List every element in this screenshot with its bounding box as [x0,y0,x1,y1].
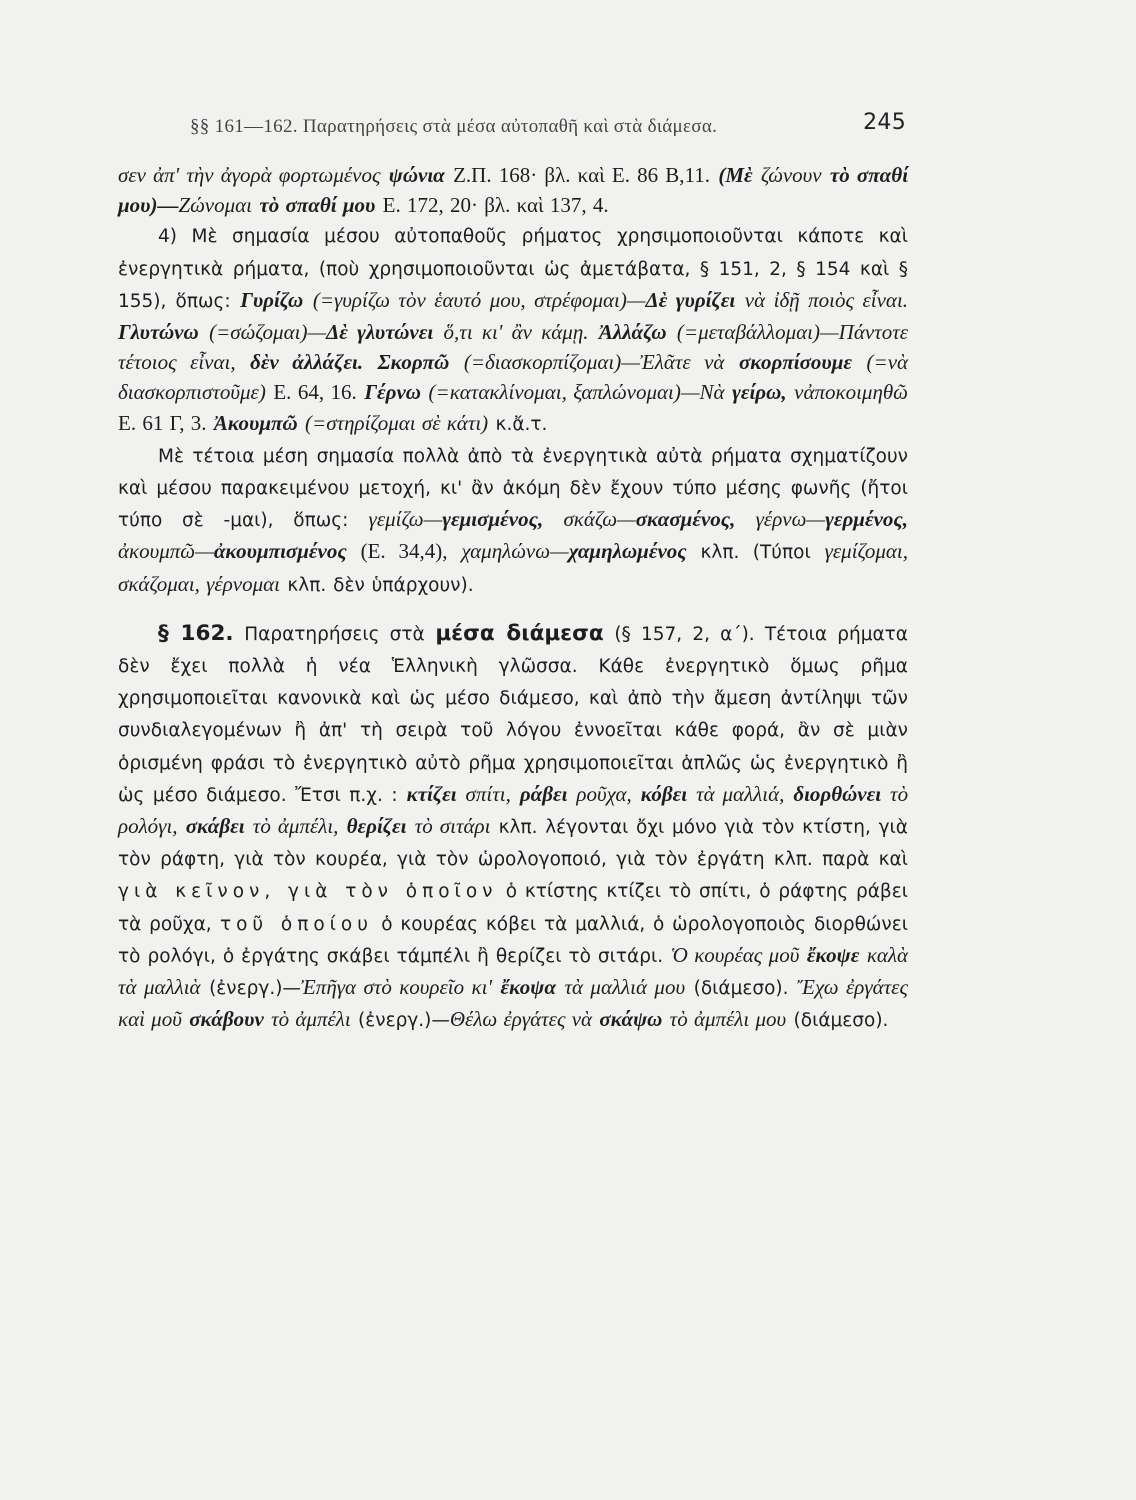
text-span: τὸ σπαθί μου [259,193,376,218]
text-span: τὸ ρολόγι, [118,781,909,839]
text-span: σκορπίσουμε [738,350,853,375]
text-span: σκάβουν [189,1007,264,1032]
text-span: τὸ σπαθί μου)— [118,163,909,218]
text-span: Παρατηρήσεις στὰ [244,623,425,645]
text-span: ζώνουν [760,163,822,187]
paragraph-participles [118,440,908,601]
section-heading-term: μέσα διάμεσα [435,620,604,646]
text-span: ὁ κτίστης κτίζει τὸ σπίτι, ὁ ράφτης ράβει τὰ ροῦχα, [118,881,908,935]
text-span: γεμίζω— [368,507,443,532]
text-span: Σκορπῶ [377,350,450,375]
text-span: (=γυρίζω τὸν ἑαυτό μου, στρέφομαι)— [312,287,646,312]
text-span: Δὲ γυρίζει [645,287,736,312]
text-span: κόβει [640,781,688,806]
text-span: Ἀλλάζω [598,320,667,345]
text-span: θερίζει [346,814,407,839]
text-span: Θέλω ἐργάτες νὰ [449,1007,593,1032]
text-span: Ἀκουμπῶ [213,410,298,435]
text-span: (Μὲ [718,163,753,187]
text-span: γεμισμένος, [442,507,544,532]
text-span: Ἔχω ἐργάτες καὶ μοῦ [118,975,908,1032]
text-span: (=μεταβάλλομαι)—Πάντοτε τέτοιος εἶναι, [118,320,908,375]
text-span: τὸ ἀμπέλι, [252,814,339,839]
text-span: ροῦχα, [576,781,632,806]
text-span: τὸ σιτάρι [414,814,491,839]
text-span: Ἐπῆγα στὸ κουρεῖο κι' [300,975,492,1000]
text-span: τὰ μαλλιά μου [564,975,686,1000]
text-span: γείρω, [732,380,787,405]
text-span: 4) Μὲ σημασία μέσου αὐτοπαθοῦς ρήματος χρησιμοποιοῦνται κάποτε καὶ ἐνεργητικὰ ρήματα, (ποὺ χρησιμοποιοῦνται ὡς ἀμετάβατα, § 151, 2, § 154 καὶ § 155), ὅπως: [118,226,908,312]
text-span: σκάψω [599,1007,663,1032]
text-span: (=διασκορπίζομαι)—Ἐλᾶτε νὰ [463,350,725,375]
text-span: κ.ἄ.τ. [495,413,548,435]
text-span: δὲν ἀλλάζει. [250,350,364,375]
text-span: ὅ,τι κι' ἂν κάμῃ. [443,320,589,345]
text-span: (=σώζομαι)— [209,320,327,345]
text-span: (Ε. 34,4), [360,539,448,564]
text-span: καλὰ τὰ μαλλιὰ [118,942,909,1000]
text-span: κλπ. δὲν ὑπάρχουν). [287,574,474,596]
text-span: διορθώνει [793,781,882,806]
running-title: §§ 161—162. Παρατηρήσεις στὰ μέσα αὐτοπαθῆ καὶ στὰ διάμεσα. [190,116,718,137]
text-span: κλπ. λέγονται ὄχι μόνο γιὰ τὸν κτίστη, γιὰ τὸν ράφτη, γιὰ τὸν κουρέα, γιὰ τὸν ὡρολογοποιό, γιὰ τὸν ἐργάτη κλπ. παρὰ καὶ [118,817,908,871]
text-span: Ε. 172, 20· βλ. καὶ 137, 4. [382,193,609,218]
text-span: ἀκουμπῶ— [118,539,214,564]
text-span: (§ 157, 2, α΄). Τέτοια ρήματα δὲν ἔχει πολλὰ ἡ νέα Ἑλληνικὴ γλῶσσα. Κάθε ἐνεργητικὸ ὅμως ρῆμα χρησιμοποιεῖται κανονικὰ καὶ ὡς μέσο διάμεσο, καὶ ἀπὸ τὴν ἄμεση ἀντίληψι τῶν συνδιαλεγομένων ἢ ἀπ' τὴ σειρὰ τοῦ λόγου ἐννοεῖται κάθε φορά, ἂν σὲ μιὰν ὁρισμένη φράσι τὸ ἐνεργητικὸ αὐτὸ ρῆμα χρησιμοποιεῖται ἁπλῶς ὡς ἐνεργητικὸ ἢ ὡς μέσο διάμεσο. Ἔτσι π.χ. : [118,623,909,806]
text-span: Γέρνω [364,380,421,405]
text-span: Γλυτώνω [118,320,199,345]
text-span: (ἐνεργ.)— [358,1010,450,1032]
text-span: σεν ἀπ' τὴν ἀγορὰ φορτωμένος [118,163,381,187]
section-162 [118,618,908,1037]
text-span: χαμηλωμένος [568,539,687,564]
text-span: (διάμεσο). [693,978,789,1000]
text-span: νὰ ἰδῇ ποιὸς εἶναι. [744,287,909,312]
text-span: τὰ μαλλιά, [696,781,785,806]
text-span: γιὰ κεῖνον, γιὰ τὸν ὁποῖον [118,881,498,903]
text-span: (=κατακλίνομαι, ξαπλώνομαι)—Νὰ [428,380,725,405]
text-span: σκασμένος, [635,507,736,532]
text-span: κτίζει [406,781,457,806]
paragraph-continuation [118,160,908,220]
text-span: ἔκοψε [806,942,860,967]
text-span: Μὲ τέτοια μέση σημασία πολλὰ ἀπὸ τὰ ἐνεργητικὰ αὐτὰ ρήματα σχηματίζουν καὶ μέσου παρακειμένου μετοχή, κι' ἂν ἀκόμη δὲν ἔχουν τύπο μέσης φωνῆς (ἤτοι τύπο σὲ -μαι), ὅπως: [118,445,908,532]
text-span: (ἐνεργ.)— [209,978,301,1000]
main-text [118,160,908,1036]
text-span: νἀποκοιμηθῶ [794,380,909,405]
text-span: Γυρίζω [240,287,304,312]
text-span: Ε. 61 Γ, 3. [118,410,207,435]
text-span: σκάβει [185,814,245,839]
text-span: ἔκοψα [500,975,556,1000]
text-span: (=στηρίζομαι σὲ κάτι) [305,410,489,435]
text-span: ἀκουμπισμένος [213,539,347,564]
text-span: σπίτι, [465,781,511,806]
text-span: Ε. 64, 16. [273,380,357,405]
text-span: ψώνια [388,163,445,187]
text-span: Ζώνομαι [178,193,253,218]
text-span: γεμίζομαι, σκάζομαι, γέρνομαι [118,539,908,596]
text-span: τοῦ ὁποίου [219,913,373,935]
text-span: ὁ κουρέας κόβει τὰ μαλλιά, ὁ ὡρολογοποιὸς διορθώνει τὸ ρολόγι, ὁ ἐργάτης σκάβει τάμπέλι ἢ θερίζει τὸ σιτάρι. [118,913,908,967]
running-header [190,110,906,142]
text-span: γέρνω— [755,507,826,532]
text-span: (=νὰ διασκορπιστοῦμε) [118,350,909,405]
page-number: 245 [863,110,906,135]
section-number: § 162. [158,620,234,646]
text-span: τὸ ἀμπέλι μου [669,1007,787,1032]
paragraph-point-4 [118,220,908,439]
text-span: Ὁ κουρέας μοῦ [670,942,800,967]
text-span: Ζ.Π. 168· βλ. καὶ Ε. 86 Β,11. [453,163,711,187]
text-span: τὸ ἀμπέλι [271,1007,351,1032]
text-span: κλπ. (Τύποι [700,542,811,564]
text-span: γερμένος, [825,507,909,532]
text-span: Δὲ γλυτώνει [326,320,434,345]
text-span: σκάζω— [563,507,636,532]
text-span: χαμηλώνω— [461,539,569,564]
text-span: (διάμεσο). [793,1010,889,1032]
text-span: ράβει [519,781,568,806]
